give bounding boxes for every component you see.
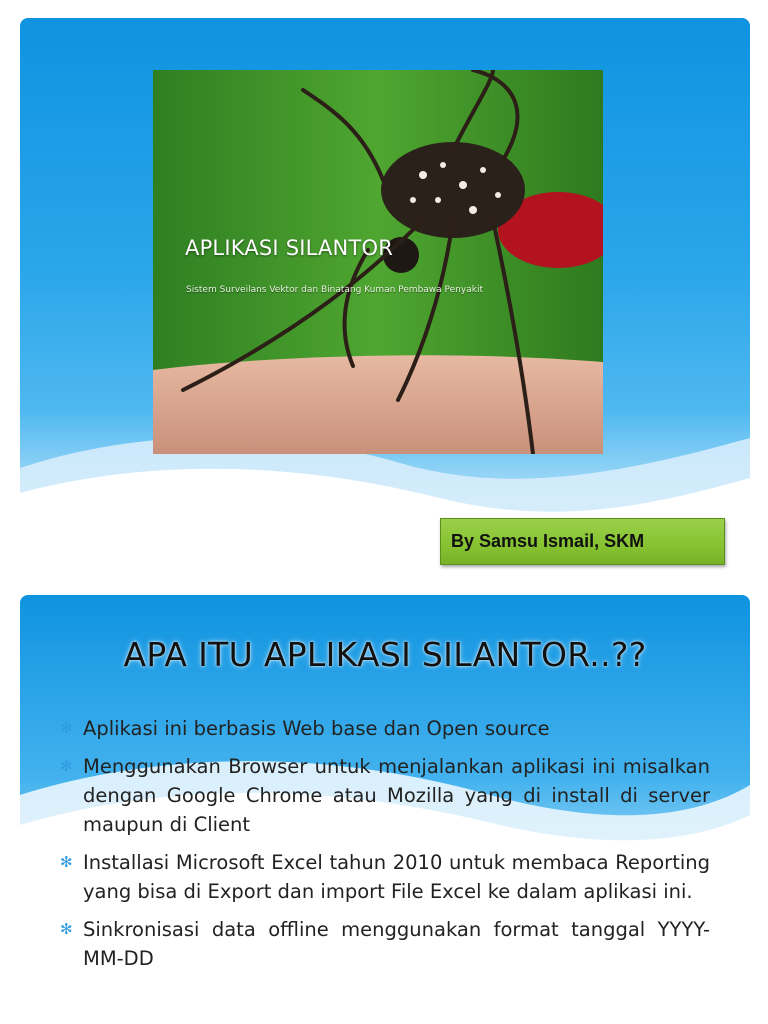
list-item	[60, 714, 710, 743]
asterisk-bullet-icon: ✻	[60, 920, 73, 938]
slide-title: APA ITU APLIKASI SILANTOR..??	[123, 635, 647, 674]
list-item	[60, 752, 710, 839]
hero-image	[153, 70, 603, 454]
list-item	[60, 848, 710, 906]
hero-title: APLIKASI SILANTOR	[185, 236, 394, 260]
list-item-text: Sinkronisasi data offline menggunakan format tanggal YYYY-MM-DD	[83, 918, 710, 970]
author-label: By Samsu Ismail, SKM	[440, 518, 725, 565]
mosquito-illustration	[153, 70, 603, 454]
list-item-text: Aplikasi ini berbasis Web base dan Open source	[83, 717, 550, 740]
asterisk-bullet-icon: ✻	[60, 757, 73, 775]
asterisk-bullet-icon: ✻	[60, 853, 73, 871]
content-slide	[20, 595, 750, 1024]
title-slide	[20, 18, 750, 578]
bullet-list	[60, 714, 710, 982]
list-item	[60, 915, 710, 973]
hero-subtitle: Sistem Surveilans Vektor dan Binatang Kuman Pembawa Penyakit	[186, 285, 483, 295]
list-item-text: Menggunakan Browser untuk menjalankan aplikasi ini misalkan dengan Google Chrome atau Mozilla yang di install di server maupun di Client	[83, 755, 710, 836]
asterisk-bullet-icon: ✻	[60, 719, 73, 737]
list-item-text: Installasi Microsoft Excel tahun 2010 untuk membaca Reporting yang bisa di Export dan import File Excel ke dalam aplikasi ini.	[83, 851, 710, 903]
